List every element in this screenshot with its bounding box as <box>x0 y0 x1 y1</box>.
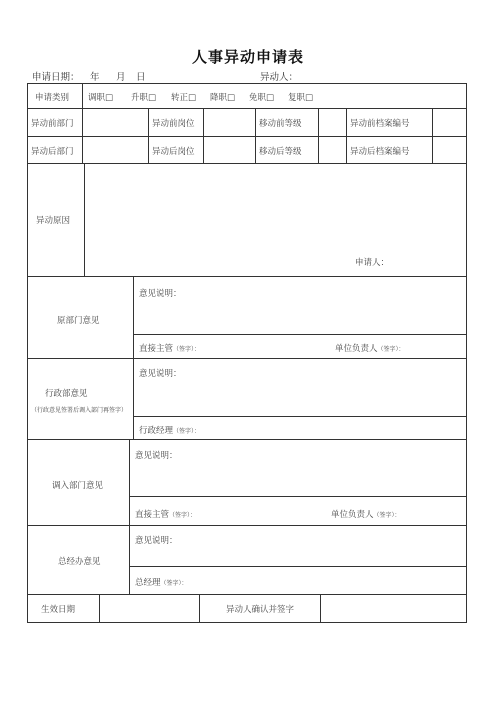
option-reinstate-checkbox[interactable]: 复职□ <box>288 93 314 103</box>
applicant-label: 申请人： <box>355 258 390 268</box>
orig-dept-opinion-label: 意见说明： <box>139 289 182 299</box>
option-promotion-checkbox[interactable]: 升职□ <box>131 93 157 103</box>
apply-type-label: 申请类别 <box>35 93 70 103</box>
confirm-sign-label: 异动人确认并签字 <box>226 605 295 615</box>
gm-office-label: 总经办意见 <box>58 557 101 567</box>
year-label: 年 <box>90 72 100 83</box>
before-file-no-label: 异动前档案编号 <box>350 119 410 129</box>
option-transfer-checkbox[interactable]: 调职□ <box>88 93 114 103</box>
orig-dept-supervisor-label: 直接主管（签字）： <box>139 344 201 354</box>
admin-dept-label: 行政部意见 <box>45 389 88 399</box>
option-regularize-checkbox[interactable]: 转正□ <box>171 93 197 103</box>
gm-label: 总经理（签字）： <box>135 578 188 588</box>
transfer-person-label: 异动人： <box>260 72 299 83</box>
day-label: 日 <box>136 72 146 83</box>
apply-date-label: 申请日期： <box>32 72 80 83</box>
option-dismissal-checkbox[interactable]: 免职□ <box>249 93 275 103</box>
new-dept-opinion-label: 意见说明： <box>135 451 178 461</box>
after-file-no-label: 异动后档案编号 <box>350 147 410 157</box>
before-post-label: 异动前岗位 <box>152 119 195 129</box>
orig-dept-label: 原部门意见 <box>57 316 100 326</box>
month-label: 月 <box>116 72 126 83</box>
new-dept-label: 调入部门意见 <box>52 481 104 491</box>
new-dept-supervisor-label: 直接主管（签字）： <box>135 510 197 520</box>
gm-office-opinion-label: 意见说明： <box>135 536 178 546</box>
option-demotion-checkbox[interactable]: 降职□ <box>210 93 236 103</box>
form-title: 人事异动申请表 <box>191 48 304 66</box>
new-dept-unit-head-label: 单位负责人（签字）： <box>331 510 401 520</box>
effective-date-label: 生效日期 <box>41 605 76 615</box>
reason-label: 异动原因 <box>36 216 71 226</box>
after-grade-label: 移动后等级 <box>259 147 302 157</box>
admin-manager-label: 行政经理（签字）： <box>139 426 201 436</box>
after-dept-label: 异动后部门 <box>31 147 74 157</box>
admin-dept-note: （行政意见签署后调入部门再签字） <box>31 407 128 414</box>
before-dept-label: 异动前部门 <box>31 119 74 129</box>
before-grade-label: 移动前等级 <box>259 119 302 129</box>
after-post-label: 异动后岗位 <box>152 147 195 157</box>
orig-dept-unit-head-label: 单位负责人（签字）： <box>335 344 405 354</box>
admin-dept-opinion-label: 意见说明： <box>139 369 182 379</box>
